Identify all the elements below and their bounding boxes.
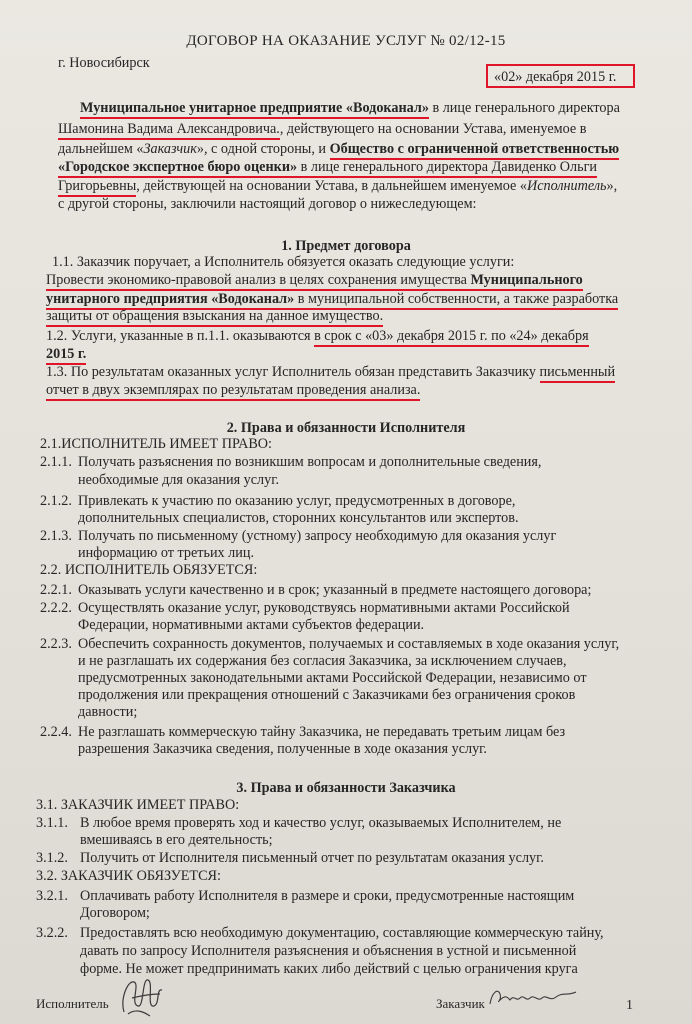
customer-org-name: Муниципальное унитарное предприятие «Водоканал»: [80, 100, 429, 119]
clause-2-2-1: Оказывать услуги качественно и в срок; указанный в предмете настоящего договора;: [78, 582, 592, 598]
clause-3-1-1-line-2: вмешиваясь в его деятельность;: [80, 832, 273, 848]
preamble-line-3: дальнейшем «Заказчик», с одной стороны, и Общество с ограниченной ответственностью: [58, 141, 619, 158]
city: г. Новосибирск: [58, 55, 150, 71]
clause-3-1-1-number: 3.1.1.: [36, 815, 68, 831]
clause-2-2-4-line-2: разрешения Заказчика сведения, полученные в ходе оказания услуг.: [78, 741, 487, 757]
customer-director-name: Шамонина Вадима Александровича.: [58, 121, 280, 140]
clause-1-2: 1.2. Услуги, указанные в п.1.1. оказываются в срок с «03» декабря 2015 г. по «24» декабря: [46, 328, 589, 345]
clause-1-1-line-2: Провести экономико-правовой анализ в целях сохранения имущества Муниципального: [46, 272, 583, 289]
service-period: в срок с «03» декабря 2015 г. по «24» декабря: [314, 328, 589, 347]
clause-3-1-2-number: 3.1.2.: [36, 850, 68, 866]
section-1-heading: 1. Предмет договора: [281, 238, 411, 254]
clause-2-1-1-number: 2.1.1.: [40, 454, 72, 470]
executor-org-type: Общество с ограниченной ответственностью: [330, 141, 619, 160]
customer-label: Заказчик: [436, 996, 485, 1011]
executor-org-name: «Городское экспертное бюро оценки»: [58, 159, 297, 178]
clause-3-2-2-number: 3.2.2.: [36, 925, 68, 941]
clause-2-1-1: Получать разъяснения по возникшим вопросам и дополнительные сведения,: [78, 454, 542, 470]
preamble-line-2: Шамонина Вадима Александровича., действующего на основании Устава, именуемое в: [58, 121, 586, 138]
clause-2-2-heading: 2.2. ИСПОЛНИТЕЛЬ ОБЯЗУЕТСЯ:: [40, 562, 258, 578]
customer-signature: [486, 982, 580, 1010]
clause-2-1-2-number: 2.1.2.: [40, 493, 72, 509]
clause-3-2-1-number: 3.2.1.: [36, 888, 68, 904]
section-2-heading: 2. Права и обязанности Исполнителя: [226, 420, 466, 436]
clause-2-1-2: Привлекать к участию по оказанию услуг, предусмотренных в договоре,: [78, 493, 516, 509]
clause-3-1-2: Получить от Исполнителя письменный отчет по результатам оказания услуг.: [80, 850, 544, 866]
clause-3-1-1: В любое время проверять ход и качество услуг, оказываемых Исполнителем, не: [80, 815, 562, 831]
clause-2-1-heading: 2.1.ИСПОЛНИТЕЛЬ ИМЕЕТ ПРАВО:: [40, 436, 272, 452]
clause-1-1: 1.1. Заказчик поручает, а Исполнитель обязуется оказать следующие услуги:: [52, 254, 515, 270]
clause-3-2-2-line-3: форме. Не может предпринимать каких либо действий с целью ограничения круга: [80, 961, 578, 977]
clause-2-1-2-line-2: дополнительных специалистов, сторонних консультантов или экспертов.: [78, 510, 519, 526]
clause-2-1-3-line-2: информацию от третьих лиц.: [78, 545, 254, 561]
clause-1-2-line-2: 2015 г.: [46, 346, 86, 363]
page-number: 1: [626, 998, 633, 1013]
clause-2-2-4: Не разглашать коммерческую тайну Заказчика, не передавать третьим лицам без: [78, 724, 566, 740]
clause-2-1-3: Получать по письменному (устному) запросу необходимую для оказания услуг: [78, 528, 557, 544]
clause-2-2-2: Осуществлять оказание услуг, руководствуясь нормативными актами Российской: [78, 600, 570, 616]
clause-3-2-1-line-2: Договором;: [80, 905, 150, 921]
executor-director-name: Григорьевны: [58, 178, 136, 197]
clause-3-2-heading: 3.2. ЗАКАЗЧИК ОБЯЗУЕТСЯ:: [36, 868, 221, 884]
preamble-line-5: Григорьевны, действующей на основании Устава, в дальнейшем именуемое «Исполнитель»,: [58, 178, 617, 195]
clause-2-2-3-line-5: давности;: [78, 704, 138, 720]
executor-label: Исполнитель: [36, 996, 109, 1011]
clause-1-1-line-3: унитарного предприятия «Водоканал» в муниципальной собственности, а также разработка: [46, 291, 618, 308]
clause-2-2-3-number: 2.2.3.: [40, 636, 72, 652]
clause-3-2-1: Оплачивать работу Исполнителя в размере и сроки, предусмотренные настоящим: [80, 888, 575, 904]
preamble-line-6: с другой стороны, заключили настоящий договор о нижеследующем:: [58, 196, 477, 212]
clause-2-2-3-line-4: продолжения или прекращения отношений с Заказчиками без ограничения сроков: [78, 687, 576, 703]
clause-1-3: 1.3. По результатам оказанных услуг Исполнитель обязан представить Заказчику письменный: [46, 364, 615, 381]
clause-2-2-4-number: 2.2.4.: [40, 724, 72, 740]
clause-2-2-1-number: 2.2.1.: [40, 582, 72, 598]
clause-2-1-1-line-2: необходимые для оказания услуг.: [78, 472, 279, 488]
clause-2-2-2-number: 2.2.2.: [40, 600, 72, 616]
clause-1-3-line-2: отчет в двух экземплярах по результатам проведения анализа.: [46, 382, 420, 399]
clause-2-2-2-line-2: Федерации, нормативными актами субъектов федерации.: [78, 617, 425, 633]
clause-2-1-3-number: 2.1.3.: [40, 528, 72, 544]
section-3-heading: 3. Права и обязанности Заказчика: [236, 780, 456, 796]
clause-1-1-line-4: защиты от обращения взыскания на данное имущество.: [46, 308, 383, 325]
preamble-line-4: «Городское экспертное бюро оценки» в лице генерального директора Давиденко Ольги: [58, 159, 597, 176]
contract-date: «02» декабря 2015 г.: [494, 69, 617, 85]
preamble-line-1: Муниципальное унитарное предприятие «Водоканал» в лице генерального директора: [80, 100, 620, 117]
executor-signature: [110, 968, 172, 1020]
clause-2-2-3-line-3: предусмотренных законодательными актами Российской Федерации, независимо от: [78, 670, 587, 686]
clause-2-2-3-line-2: и не разглашать их содержания без согласия Заказчика, за исключением случаев,: [78, 653, 567, 669]
clause-3-1-heading: 3.1. ЗАКАЗЧИК ИМЕЕТ ПРАВО:: [36, 797, 240, 813]
clause-3-2-2: Предоставлять всю необходимую документацию, составляющие коммерческую тайну,: [80, 925, 604, 941]
clause-3-2-2-line-2: давать по запросу Исполнителя разъяснения и объяснения в устной и письменной: [80, 943, 577, 959]
clause-2-2-3: Обеспечить сохранность документов, получаемых и составляемых в ходе оказания услуг,: [78, 636, 620, 652]
document-title: ДОГОВОР НА ОКАЗАНИЕ УСЛУГ № 02/12-15: [186, 33, 506, 49]
